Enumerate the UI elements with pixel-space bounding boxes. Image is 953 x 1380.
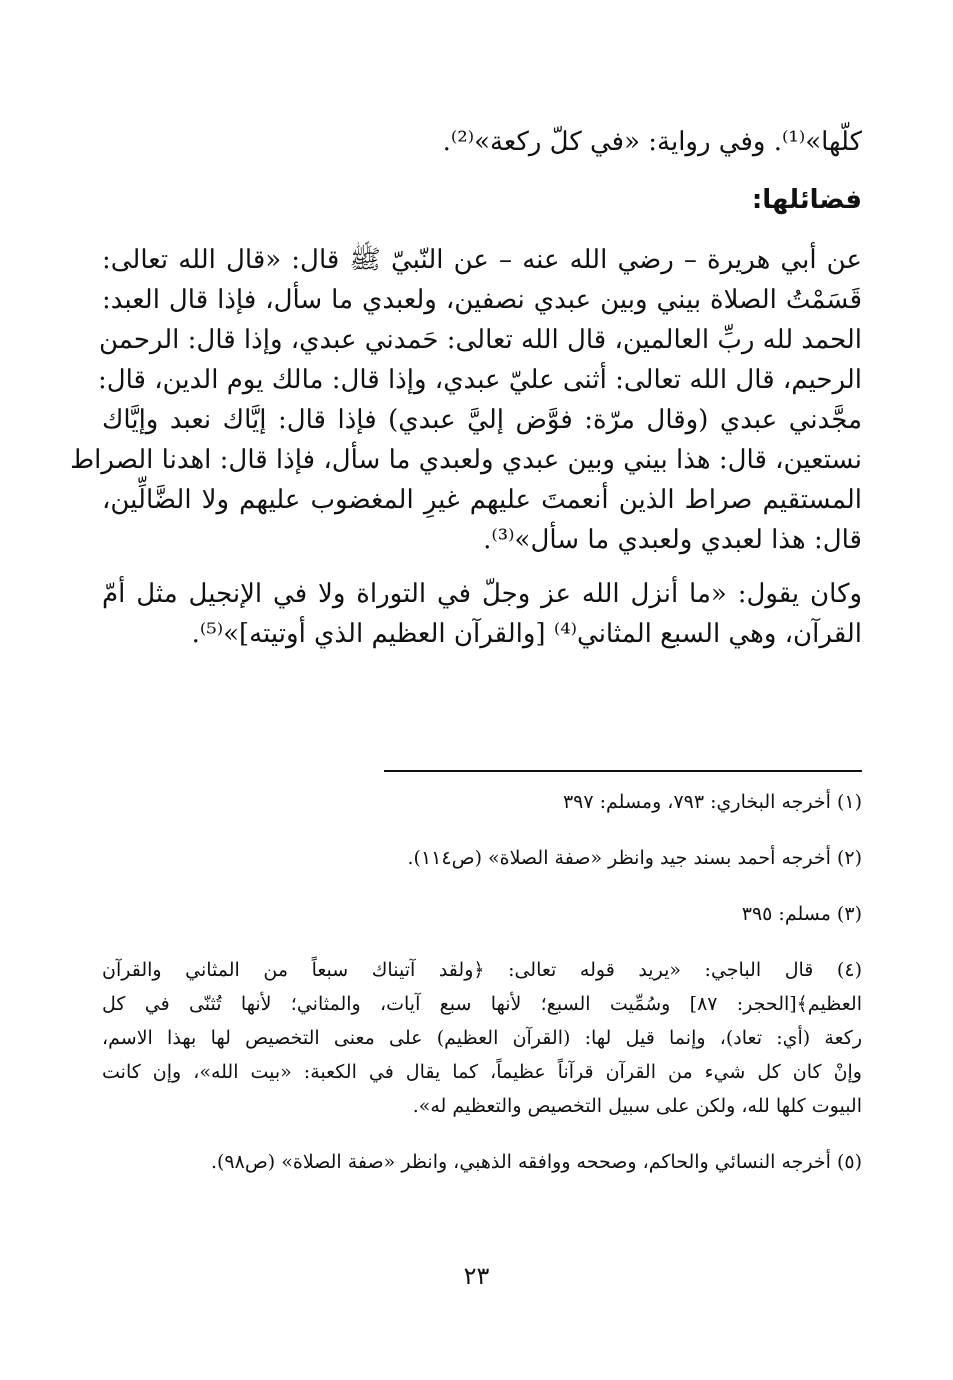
page-number: ٢٣	[463, 1262, 490, 1290]
footnote-line: وإنْ كان كل شيء من القرآن قرآناً عظيماً، كما يقال في الكعبة: «بيت الله»، وإن كانت	[102, 1061, 862, 1083]
text-line: نستعين، قال: هذا بيني وبين عبدي ولعبدي ما سأل، فإذا قال: اهدنا الصراط	[70, 445, 862, 475]
main-text	[70, 122, 862, 668]
footnote-3: (٣) مسلم: ٣٩٥	[741, 903, 862, 925]
footnote-4	[102, 953, 862, 1123]
footnote-line: (٤) قال الباجي: «يريد قوله تعالى: ﴿ولقد آتيناك سبعاً من المثاني والقرآن	[102, 959, 862, 981]
opening-line: كلّها»⁽¹⁾. وفي رواية: «في كلّ ركعة»⁽²⁾.	[442, 127, 862, 157]
paragraph-hadith	[70, 240, 862, 560]
text-line: عن أبي هريرة – رضي الله عنه – عن النّبيّ ﷺ قال: «قال الله تعالى:	[102, 245, 862, 275]
footnote-line: العظيم﴾[الحجر: ٨٧] وسُمِّيت السبع؛ لأنها سبع آيات، والمثاني؛ لأنها تُثنّى في كل	[102, 993, 863, 1015]
text-line: قَسَمْتُ الصلاة بيني وبين عبدي نصفين، ولعبدي ما سأل، فإذا قال العبد:	[102, 285, 862, 315]
text-line: قال: هذا لعبدي ولعبدي ما سأل»⁽³⁾.	[483, 525, 862, 555]
footnote-5: (٥) أخرجه النسائي والحاكم، وصححه ووافقه الذهبي، وانظر «صفة الصلاة» (ص٩٨).	[210, 1151, 862, 1173]
text-line: وكان يقول: «ما أنزل الله عز وجلّ في التوراة ولا في الإنجيل مثل أمّ	[102, 579, 862, 609]
section-heading: فضائلها:	[751, 185, 862, 215]
text-line: المستقيم صراط الذين أنعمتَ عليهم غيرِ المغضوب عليهم ولا الضَّالِّين،	[102, 485, 862, 515]
footnote-1: (١) أخرجه البخاري: ٧٩٣، ومسلم: ٣٩٧	[562, 791, 862, 813]
text-line: الرحيم، قال الله تعالى: أثنى عليّ عبدي، وإذا قال: مالك يوم الدين، قال:	[97, 365, 862, 395]
footnote-2: (٢) أخرجه أحمد بسند جيد وانظر «صفة الصلاة» (ص١١٤).	[407, 847, 862, 869]
text-line: القرآن، وهي السبع المثاني⁽⁴⁾ [والقرآن العظيم الذي أوتيته]»⁽⁵⁾.	[191, 619, 862, 649]
text-line: مجَّدني عبدي (وقال مرّة: فوَّض إليَّ عبدي) فإذا قال: إيَّاك نعبد وإيَّاك	[102, 405, 862, 435]
paragraph-quran	[102, 574, 862, 654]
text-line: الحمد لله ربِّ العالمين، قال الله تعالى: حَمدني عبدي، وإذا قال: الرحمن	[99, 325, 862, 355]
footnotes	[102, 785, 862, 1179]
footnote-line: ركعة (أي: تعاد)، وإنما قيل لها: (القرآن العظيم) على معنى التخصيص لها بهذا الاسم،	[102, 1027, 862, 1049]
footnote-line: البيوت كلها لله، ولكن على سبيل التخصيص والتعظيم له».	[412, 1095, 862, 1117]
footnote-divider	[384, 770, 862, 772]
